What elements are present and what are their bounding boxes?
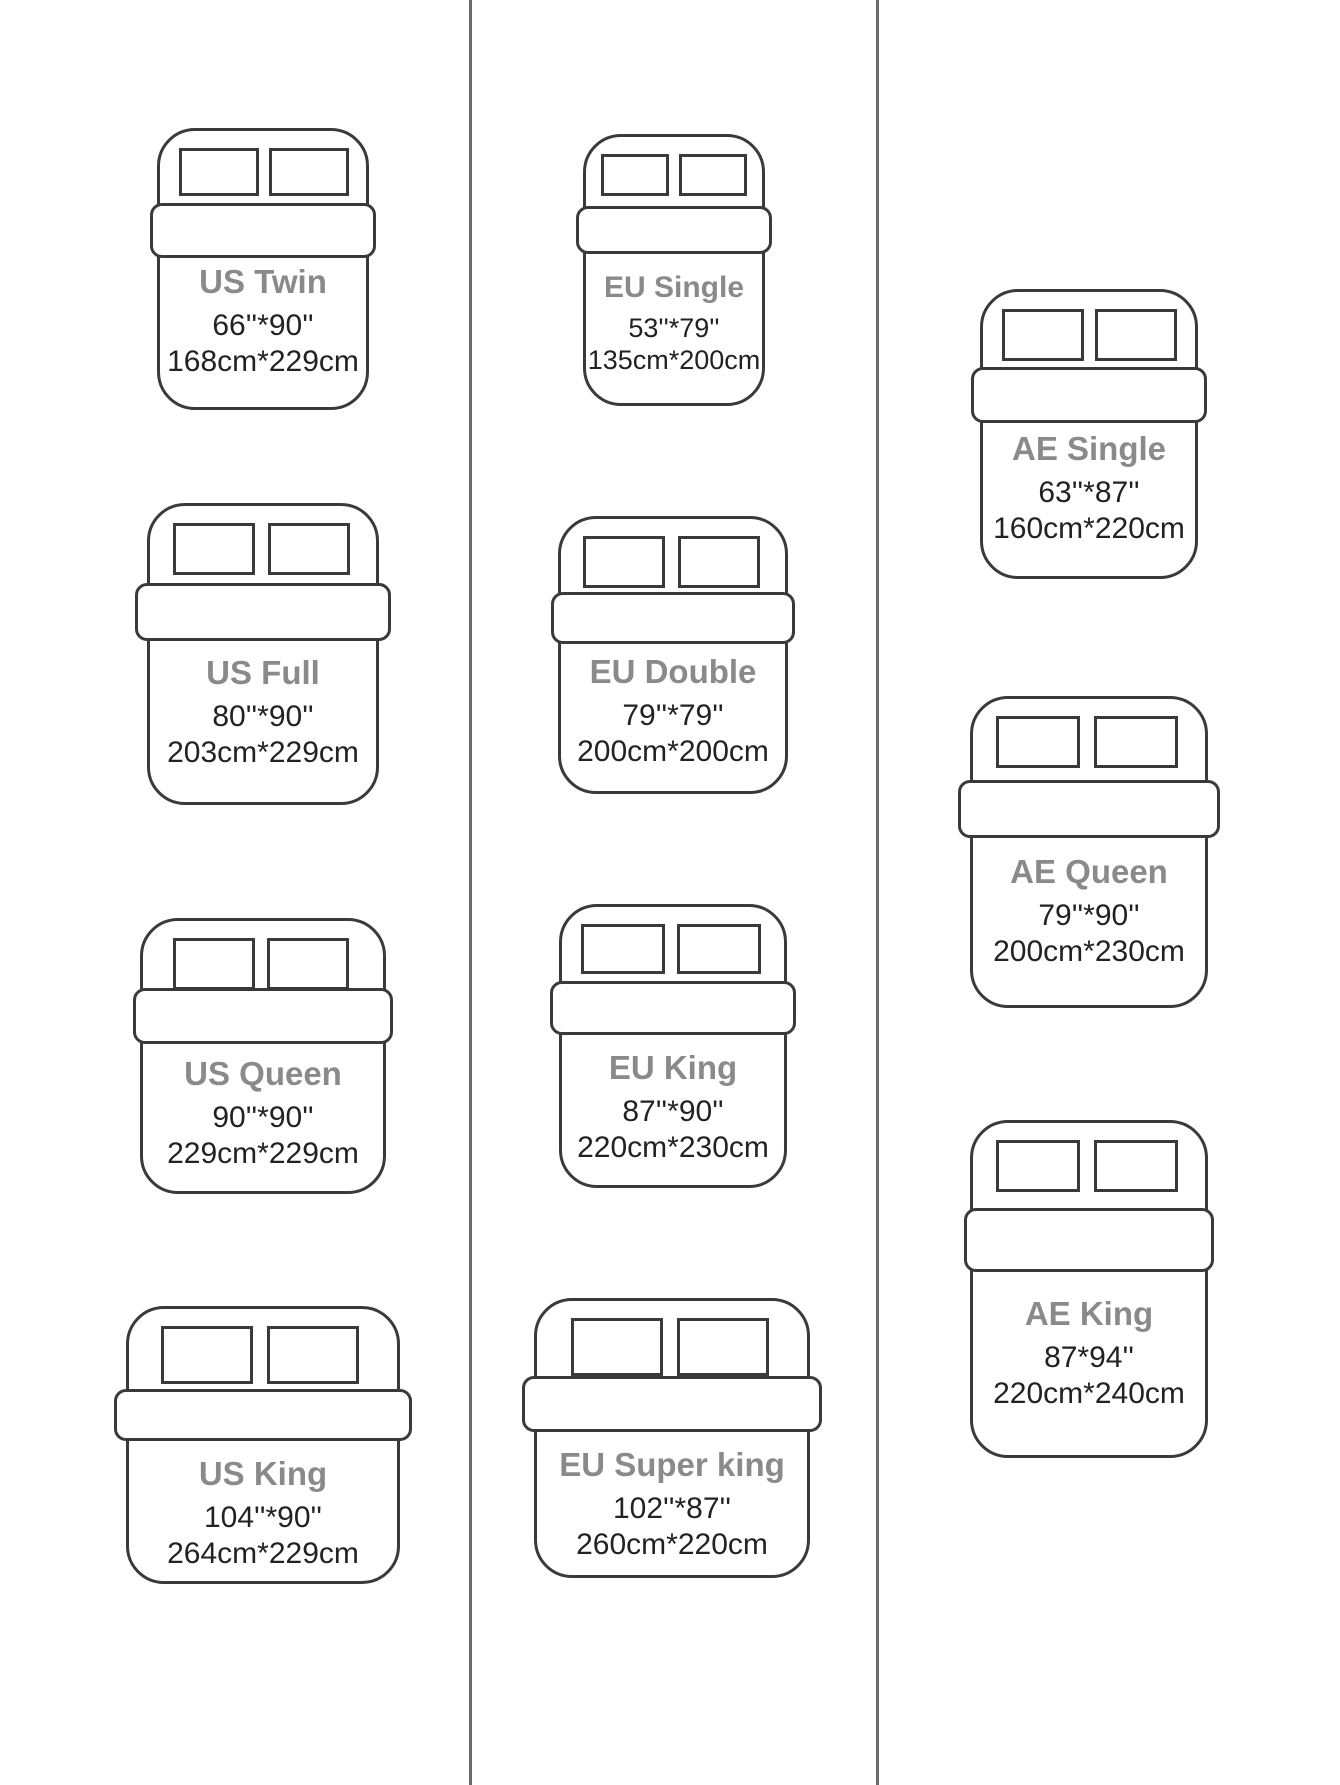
pillow-left bbox=[179, 148, 259, 196]
pillow-left bbox=[601, 154, 669, 196]
bed-label bbox=[559, 1048, 787, 1166]
bed-size-cm: 200cm*200cm bbox=[577, 734, 769, 768]
bed-us-king bbox=[126, 1306, 400, 1584]
bed-label bbox=[147, 653, 379, 771]
blanket-fold bbox=[133, 988, 393, 1044]
pillow-right bbox=[1095, 309, 1177, 361]
bed-size-cm: 203cm*229cm bbox=[167, 735, 359, 769]
blanket-fold bbox=[150, 203, 376, 258]
bed-name: EU King bbox=[608, 1049, 738, 1086]
bed-name: EU Super king bbox=[559, 1446, 785, 1483]
pillow-left bbox=[173, 523, 255, 575]
bed-size-inch: 79''*90'' bbox=[1038, 898, 1140, 932]
bed-label bbox=[980, 429, 1198, 547]
bed-size-cm: 168cm*229cm bbox=[167, 344, 359, 378]
pillow-right bbox=[267, 1326, 359, 1384]
bed-size-cm: 264cm*229cm bbox=[167, 1536, 359, 1570]
bed-size-inch: 87''*90'' bbox=[622, 1094, 724, 1128]
pillow-right bbox=[269, 148, 349, 196]
pillow-right bbox=[268, 523, 350, 575]
blanket-fold bbox=[550, 981, 796, 1035]
bed-size-cm: 160cm*220cm bbox=[993, 511, 1185, 545]
bed-label bbox=[558, 652, 788, 770]
bed-label bbox=[126, 1454, 400, 1572]
bed-size-cm: 220cm*230cm bbox=[577, 1130, 769, 1164]
bed-label bbox=[970, 1294, 1208, 1412]
bed-eu-single bbox=[583, 134, 765, 406]
bed-size-cm: 229cm*229cm bbox=[167, 1136, 359, 1170]
bed-us-queen bbox=[140, 918, 386, 1194]
bed-size-cm: 135cm*200cm bbox=[587, 345, 761, 376]
pillow-left bbox=[996, 716, 1080, 768]
bed-name: US Queen bbox=[184, 1055, 342, 1092]
bed-name: US Twin bbox=[199, 263, 327, 300]
blanket-fold bbox=[135, 583, 391, 641]
bed-size-inch: 104''*90'' bbox=[203, 1500, 322, 1534]
bed-name: AE King bbox=[1024, 1295, 1154, 1332]
bed-name: EU Single bbox=[603, 271, 745, 304]
bed-size-inch: 102''*87'' bbox=[612, 1491, 731, 1525]
bed-size-inch: 87*94'' bbox=[1044, 1340, 1134, 1374]
pillow-right bbox=[679, 154, 747, 196]
bed-name: US King bbox=[198, 1455, 328, 1492]
bed-eu-super-king bbox=[534, 1298, 810, 1578]
bed-label bbox=[157, 262, 369, 380]
bed-ae-king bbox=[970, 1120, 1208, 1458]
pillow-left bbox=[1002, 309, 1084, 361]
column-divider-right bbox=[876, 0, 879, 1785]
blanket-fold bbox=[576, 206, 772, 254]
blanket-fold bbox=[551, 592, 795, 644]
column-divider-left bbox=[469, 0, 472, 1785]
pillow-left bbox=[161, 1326, 253, 1384]
pillow-right bbox=[678, 536, 760, 588]
bed-name: EU Double bbox=[589, 653, 757, 690]
pillow-right bbox=[677, 1318, 769, 1376]
bed-name: AE Queen bbox=[1010, 853, 1168, 890]
bed-name: AE Single bbox=[1011, 430, 1167, 467]
blanket-fold bbox=[522, 1376, 822, 1432]
bed-label bbox=[970, 852, 1208, 970]
bed-size-inch: 63''*87'' bbox=[1038, 475, 1140, 509]
pillow-left bbox=[571, 1318, 663, 1376]
bed-ae-queen bbox=[970, 696, 1208, 1008]
bed-size-inch: 79''*79'' bbox=[622, 698, 724, 732]
pillow-left bbox=[581, 924, 665, 974]
bed-size-inch: 80''*90'' bbox=[212, 699, 314, 733]
pillow-left bbox=[173, 938, 255, 990]
pillow-right bbox=[267, 938, 349, 990]
bed-size-inch: 90''*90'' bbox=[212, 1100, 314, 1134]
bed-label bbox=[534, 1445, 810, 1563]
pillow-left bbox=[583, 536, 665, 588]
pillow-left bbox=[996, 1140, 1080, 1192]
pillow-right bbox=[677, 924, 761, 974]
bed-size-cm: 200cm*230cm bbox=[993, 934, 1185, 968]
blanket-fold bbox=[964, 1208, 1214, 1272]
bed-size-inch: 53''*79'' bbox=[628, 313, 720, 343]
bed-name: US Full bbox=[206, 654, 320, 691]
bed-us-twin bbox=[157, 128, 369, 410]
bed-size-inch: 66''*90'' bbox=[212, 308, 314, 342]
bed-eu-king bbox=[559, 904, 787, 1188]
bed-us-full bbox=[147, 503, 379, 805]
bed-size-cm: 220cm*240cm bbox=[993, 1376, 1185, 1410]
blanket-fold bbox=[114, 1389, 412, 1441]
blanket-fold bbox=[971, 367, 1207, 423]
bed-eu-double bbox=[558, 516, 788, 794]
bed-ae-single bbox=[980, 289, 1198, 579]
bed-label bbox=[140, 1054, 386, 1172]
pillow-right bbox=[1094, 1140, 1178, 1192]
blanket-fold bbox=[958, 780, 1220, 838]
bed-label bbox=[583, 270, 765, 377]
pillow-right bbox=[1094, 716, 1178, 768]
bed-size-cm: 260cm*220cm bbox=[576, 1527, 768, 1561]
